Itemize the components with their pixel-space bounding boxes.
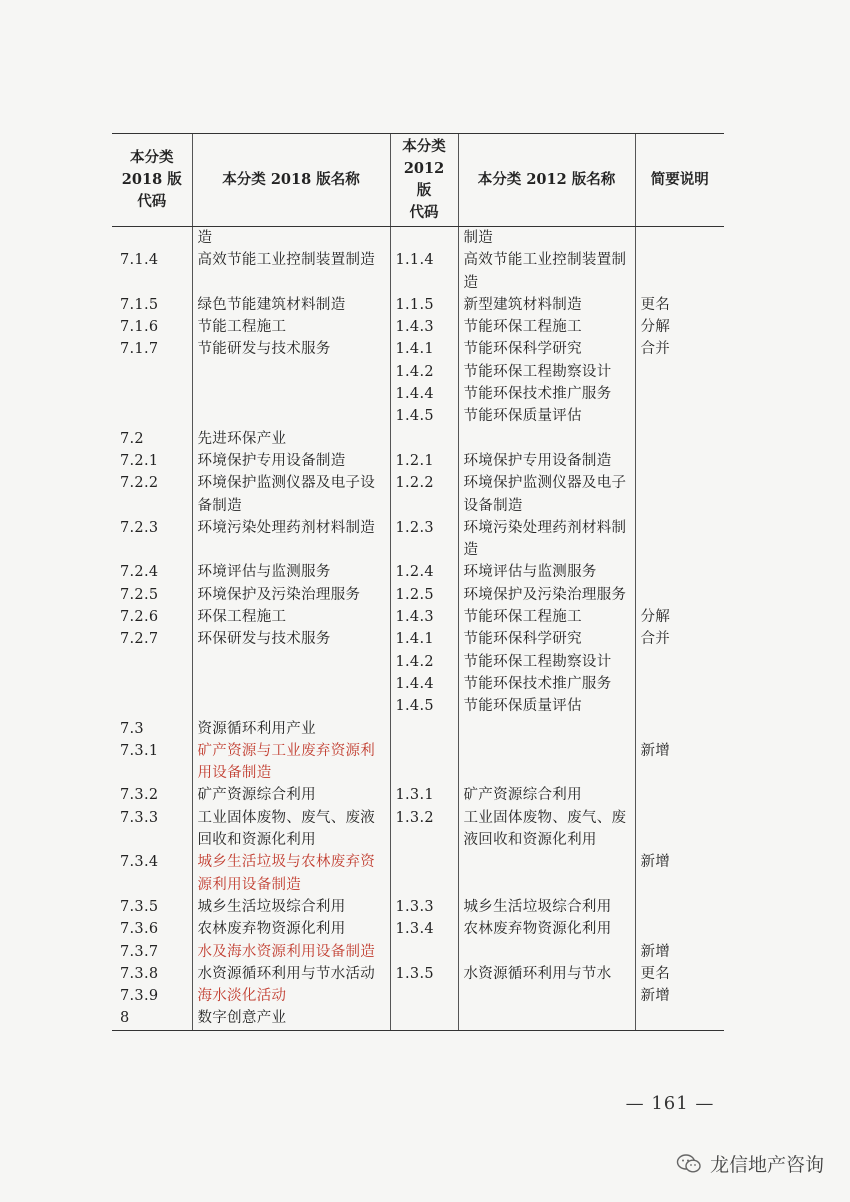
cell-code-2018: 7.2.6	[120, 609, 159, 626]
cell-name-2018: 环境保护监测仪器及电子设备制造	[192, 472, 390, 517]
cell-note: 新增	[635, 740, 724, 785]
cell-code-2018: 7.2.7	[120, 631, 159, 648]
cell-code-2012	[390, 718, 458, 740]
cell-name-2012: 环境保护专用设备制造	[458, 450, 635, 472]
cell-name-2018: 先进环保产业	[192, 428, 390, 450]
cell-name-2012: 节能环保工程施工	[458, 316, 635, 338]
table-row	[112, 227, 724, 250]
cell-name-2018: 节能研发与技术服务	[192, 338, 390, 427]
cell-name-2018: 海水淡化活动	[192, 985, 390, 1007]
table-row	[112, 896, 724, 918]
cell-code-2018: 7.2.3	[120, 519, 159, 536]
wechat-icon	[676, 1153, 702, 1175]
cell-code-2012: 1.2.3	[390, 517, 458, 562]
cell-name-2018: 环境评估与监测服务	[192, 561, 390, 583]
cell-name-2018: 水及海水资源利用设备制造	[192, 941, 390, 963]
cell-note	[635, 918, 724, 940]
cell-name-2018: 数字创意产业	[192, 1007, 390, 1030]
table-row	[112, 985, 724, 1007]
cell-note	[635, 428, 724, 450]
table-row	[112, 584, 724, 606]
table-row	[112, 428, 724, 450]
table-row	[112, 249, 724, 294]
table-row	[112, 941, 724, 963]
cell-code-2018: 7.3	[120, 720, 144, 737]
cell-note	[635, 517, 724, 562]
cell-code-2018: 7.1.4	[120, 252, 159, 269]
table-row	[112, 450, 724, 472]
cell-note	[635, 561, 724, 583]
table-header-row	[112, 134, 724, 227]
cell-note: 更名	[635, 294, 724, 316]
cell-name-2012: 农林废弃物资源化利用	[458, 918, 635, 940]
cell-name-2012: 水资源循环利用与节水	[458, 963, 635, 985]
cell-note: 分解	[635, 606, 724, 628]
cell-code-2018: 7.2.2	[120, 475, 159, 492]
table-row	[112, 807, 724, 852]
cell-code-2018: 7.3.4	[120, 854, 159, 871]
cell-name-2012: 节能环保科学研究 节能环保工程勘察设计 节能环保技术推广服务 节能环保质量评估	[458, 338, 635, 427]
cell-note	[635, 718, 724, 740]
cell-name-2012	[458, 941, 635, 963]
cell-name-2018: 水资源循环利用与节水活动	[192, 963, 390, 985]
cell-note: 新增	[635, 985, 724, 1007]
table-row	[112, 784, 724, 806]
cell-code-2012	[390, 941, 458, 963]
cell-code-2012: 1.4.1 1.4.2 1.4.4 1.4.5	[390, 628, 458, 717]
cell-name-2012: 城乡生活垃圾综合利用	[458, 896, 635, 918]
table-row	[112, 1007, 724, 1030]
watermark-text: 龙信地产咨询	[709, 1154, 824, 1176]
cell-code-2018: 7.2.5	[120, 586, 159, 603]
cell-code-2018: 7.3.1	[120, 742, 159, 759]
cell-note	[635, 896, 724, 918]
cell-note	[635, 450, 724, 472]
cell-name-2012: 节能环保科学研究 节能环保工程勘察设计 节能环保技术推广服务 节能环保质量评估	[458, 628, 635, 717]
cell-name-2012: 工业固体废物、废气、废液回收和资源化利用	[458, 807, 635, 852]
cell-code-2018: 7.2	[120, 430, 144, 447]
header-code-2018: 本分类 2018 版 代码	[112, 134, 192, 227]
cell-name-2012: 环境保护监测仪器及电子设备制造	[458, 472, 635, 517]
cell-code-2012: 1.2.4	[390, 561, 458, 583]
cell-code-2018: 7.1.5	[120, 296, 159, 313]
watermark	[676, 1150, 824, 1177]
cell-name-2012	[458, 1007, 635, 1030]
cell-note	[635, 807, 724, 852]
cell-code-2018: 7.3.8	[120, 965, 159, 982]
header-name-2012: 本分类 2012 版名称	[458, 134, 635, 227]
cell-code-2012: 1.2.5	[390, 584, 458, 606]
cell-code-2018: 7.1.6	[120, 319, 159, 336]
cell-code-2012: 1.1.4	[390, 249, 458, 294]
cell-code-2018: 7.2.1	[120, 452, 159, 469]
cell-note	[635, 227, 724, 250]
cell-name-2018: 矿产资源综合利用	[192, 784, 390, 806]
cell-name-2018: 城乡生活垃圾综合利用	[192, 896, 390, 918]
cell-name-2018: 环境污染处理药剂材料制造	[192, 517, 390, 562]
cell-code-2012: 1.3.2	[390, 807, 458, 852]
table-row	[112, 294, 724, 316]
cell-name-2012	[458, 428, 635, 450]
cell-note: 分解	[635, 316, 724, 338]
cell-name-2012	[458, 740, 635, 785]
cell-name-2018: 城乡生活垃圾与农林废弃资源利用设备制造	[192, 851, 390, 896]
cell-code-2012: 1.1.5	[390, 294, 458, 316]
table-row	[112, 517, 724, 562]
page-number: — 161 —	[625, 1093, 715, 1114]
cell-code-2012: 1.2.1	[390, 450, 458, 472]
cell-code-2018: 7.3.2	[120, 787, 159, 804]
cell-name-2012: 环境评估与监测服务	[458, 561, 635, 583]
cell-name-2018: 矿产资源与工业废弃资源利用设备制造	[192, 740, 390, 785]
cell-code-2012	[390, 1007, 458, 1030]
cell-name-2018: 工业固体废物、废气、废液回收和资源化利用	[192, 807, 390, 852]
cell-name-2012: 节能环保工程施工	[458, 606, 635, 628]
cell-code-2012: 1.2.2	[390, 472, 458, 517]
cell-name-2012: 环境保护及污染治理服务	[458, 584, 635, 606]
cell-note: 更名	[635, 963, 724, 985]
cell-code-2012: 1.3.1	[390, 784, 458, 806]
cell-code-2018: 7.3.3	[120, 809, 159, 826]
cell-note	[635, 472, 724, 517]
cell-note: 新增	[635, 941, 724, 963]
cell-name-2012	[458, 985, 635, 1007]
table-row	[112, 740, 724, 785]
cell-name-2018: 造	[192, 227, 390, 250]
table-row	[112, 918, 724, 940]
cell-note	[635, 784, 724, 806]
cell-name-2018: 农林废弃物资源化利用	[192, 918, 390, 940]
table-row	[112, 606, 724, 628]
table-row	[112, 628, 724, 717]
cell-code-2018: 7.3.5	[120, 898, 159, 915]
table-row	[112, 561, 724, 583]
cell-name-2012: 高效节能工业控制装置制造	[458, 249, 635, 294]
cell-code-2012	[390, 985, 458, 1007]
cell-name-2012	[458, 718, 635, 740]
cell-name-2012: 新型建筑材料制造	[458, 294, 635, 316]
cell-code-2018: 7.3.7	[120, 943, 159, 960]
cell-name-2012: 环境污染处理药剂材料制造	[458, 517, 635, 562]
table-row	[112, 472, 724, 517]
cell-code-2018: 7.1.7	[120, 341, 159, 358]
cell-code-2018: 7.3.9	[120, 988, 159, 1005]
cell-code-2012	[390, 227, 458, 250]
cell-note: 合并	[635, 338, 724, 427]
cell-name-2012	[458, 851, 635, 896]
cell-note: 新增	[635, 851, 724, 896]
cell-code-2012: 1.4.3	[390, 606, 458, 628]
cell-code-2012: 1.4.1 1.4.2 1.4.4 1.4.5	[390, 338, 458, 427]
cell-name-2018: 高效节能工业控制装置制造	[192, 249, 390, 294]
cell-code-2012: 1.4.3	[390, 316, 458, 338]
header-name-2018: 本分类 2018 版名称	[192, 134, 390, 227]
cell-code-2012: 1.3.5	[390, 963, 458, 985]
cell-code-2012	[390, 740, 458, 785]
cell-code-2018: 7.3.6	[120, 921, 159, 938]
cell-name-2012: 矿产资源综合利用	[458, 784, 635, 806]
cell-code-2012	[390, 851, 458, 896]
cell-name-2018: 节能工程施工	[192, 316, 390, 338]
table-row	[112, 963, 724, 985]
cell-note: 合并	[635, 628, 724, 717]
table-row	[112, 851, 724, 896]
table-row	[112, 718, 724, 740]
cell-code-2018: 8	[112, 1007, 192, 1030]
cell-code-2018	[112, 227, 192, 250]
table-row	[112, 338, 724, 427]
table-row	[112, 316, 724, 338]
cell-code-2012	[390, 428, 458, 450]
cell-name-2018: 环保研发与技术服务	[192, 628, 390, 717]
header-note: 简要说明	[635, 134, 724, 227]
header-code-2012: 本分类 2012 版 代码	[390, 134, 458, 227]
classification-table	[112, 133, 724, 1031]
cell-note	[635, 1007, 724, 1030]
cell-code-2018: 7.2.4	[120, 564, 159, 581]
cell-code-2012: 1.3.4	[390, 918, 458, 940]
cell-note	[635, 249, 724, 294]
cell-name-2018: 资源循环利用产业	[192, 718, 390, 740]
cell-note	[635, 584, 724, 606]
cell-name-2018: 环保工程施工	[192, 606, 390, 628]
cell-name-2012: 制造	[458, 227, 635, 250]
cell-name-2018: 环境保护专用设备制造	[192, 450, 390, 472]
cell-name-2018: 环境保护及污染治理服务	[192, 584, 390, 606]
cell-name-2018: 绿色节能建筑材料制造	[192, 294, 390, 316]
cell-code-2012: 1.3.3	[390, 896, 458, 918]
